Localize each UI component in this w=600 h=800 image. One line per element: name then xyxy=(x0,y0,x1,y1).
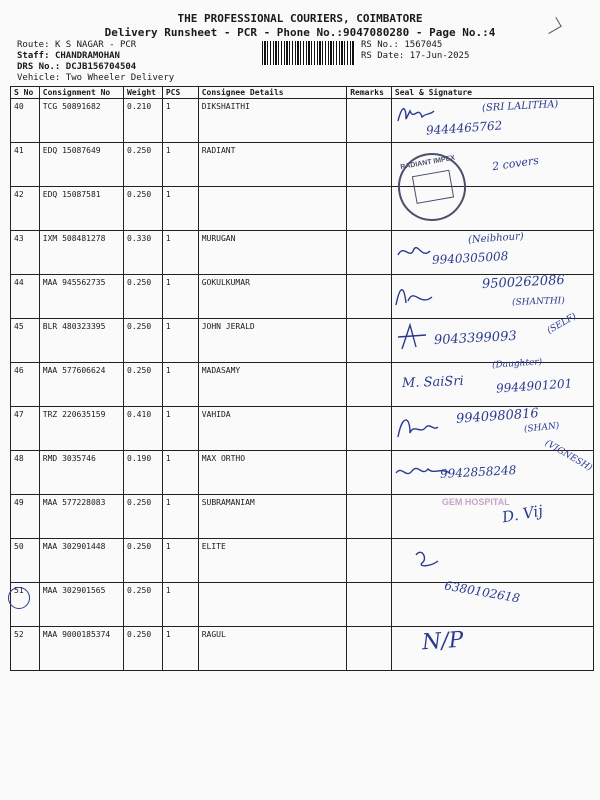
vehicle-value: Two Wheeler Delivery xyxy=(65,73,175,83)
handwritten-phone: 9500262086 xyxy=(481,272,565,293)
barcode xyxy=(262,41,355,65)
cell-cn: EDQ 15087649 xyxy=(39,143,123,187)
signature-scribble xyxy=(394,283,434,309)
cell-weight: 0.250 xyxy=(124,583,163,627)
route-line xyxy=(17,40,136,50)
signature-scribble xyxy=(396,103,436,125)
cell-cn: MAA 302901448 xyxy=(39,539,123,583)
cell-weight: 0.250 xyxy=(124,539,163,583)
cell-remarks xyxy=(347,275,392,319)
cell-cn: IXM 508481278 xyxy=(39,231,123,275)
cell-consignee: MURUGAN xyxy=(198,231,346,275)
cell-consignee: DIKSHAITHI xyxy=(198,99,346,143)
handwritten-phone: 9444465762 xyxy=(425,118,503,138)
cell-signature xyxy=(391,187,593,231)
cell-sno: 47 xyxy=(11,407,40,451)
cell-weight: 0.250 xyxy=(124,187,163,231)
col-weight: Weight xyxy=(124,87,163,99)
handwritten-name: (SELF) xyxy=(545,311,579,337)
cell-sno: 48 xyxy=(11,451,40,495)
handwritten-name: (SRI LALITHA) xyxy=(481,99,559,114)
table-row xyxy=(11,363,594,407)
cell-cn: EDQ 15087581 xyxy=(39,187,123,231)
cell-cn: MAA 945562735 xyxy=(39,275,123,319)
cell-signature xyxy=(391,578,593,627)
cell-remarks xyxy=(347,627,392,671)
cell-remarks xyxy=(347,583,392,627)
handwritten-name: (VIGNESH) xyxy=(542,438,594,474)
cell-remarks xyxy=(347,187,392,231)
cell-consignee: RADIANT xyxy=(198,143,346,187)
cell-consignee: MAX ORTHO xyxy=(198,451,346,495)
handwritten-phone: 9940980816 xyxy=(455,406,540,427)
signature-scribble xyxy=(412,545,442,569)
handwritten-signature: M. SaiSri xyxy=(401,373,464,392)
cell-pcs: 1 xyxy=(162,319,198,363)
handwritten-phone: 9944901201 xyxy=(495,376,573,396)
cell-sno: 41 xyxy=(11,143,40,187)
signature-scribble xyxy=(394,413,440,439)
handwritten-name: (Neibhour) xyxy=(467,231,524,246)
cell-signature xyxy=(391,311,593,363)
cell-pcs: 1 xyxy=(162,451,198,495)
cell-remarks xyxy=(347,143,392,187)
cell-remarks xyxy=(347,231,392,275)
cell-remarks xyxy=(347,451,392,495)
cell-sno: 51 xyxy=(11,583,40,627)
cell-pcs: 1 xyxy=(162,363,198,407)
cell-pcs: 1 xyxy=(162,583,198,627)
table-row xyxy=(11,495,594,539)
cell-cn: TRZ 220635159 xyxy=(39,407,123,451)
handwritten-phone: 6380102618 xyxy=(443,578,521,606)
cell-cn: RMD 3035746 xyxy=(39,451,123,495)
table-row xyxy=(11,231,594,275)
cell-cn: MAA 302901565 xyxy=(39,583,123,627)
col-signature: Seal & Signature xyxy=(391,87,593,99)
row-52-circle-mark xyxy=(8,587,30,609)
cell-remarks xyxy=(347,539,392,583)
handwritten-name: (SHANTHI) xyxy=(511,296,565,308)
signature-scribble xyxy=(396,323,430,351)
cell-sno: 45 xyxy=(11,319,40,363)
drs-line xyxy=(17,62,136,72)
cell-signature xyxy=(391,495,593,539)
cell-weight: 0.250 xyxy=(124,627,163,671)
rs-date-line xyxy=(361,51,469,61)
table-row xyxy=(11,583,594,627)
cell-consignee xyxy=(198,583,346,627)
rs-date-value: 17-Jun-2025 xyxy=(409,51,470,61)
cell-signature xyxy=(391,438,594,495)
cell-consignee: SUBRAMANIAM xyxy=(198,495,346,539)
route-value: K S NAGAR - PCR xyxy=(54,40,137,50)
cell-pcs: 1 xyxy=(162,143,198,187)
company-title: THE PROFESSIONAL COURIERS, COIMBATORE xyxy=(177,12,423,25)
handwritten-note: 2 covers xyxy=(491,153,540,174)
cell-cn: TCG 50891682 xyxy=(39,99,123,143)
cell-pcs: 1 xyxy=(162,231,198,275)
cell-pcs: 1 xyxy=(162,275,198,319)
stamp-text: RADIANT IMPEX xyxy=(399,154,456,172)
cell-cn: MAA 577228083 xyxy=(39,495,123,539)
table-header-row xyxy=(11,87,594,99)
cell-weight: 0.210 xyxy=(124,99,163,143)
cell-weight: 0.410 xyxy=(124,407,163,451)
cell-pcs: 1 xyxy=(162,539,198,583)
cell-consignee: MADASAMY xyxy=(198,363,346,407)
vehicle-line xyxy=(17,73,174,83)
cell-remarks xyxy=(347,407,392,451)
runsheet-subtitle: Delivery Runsheet - PCR - Phone No.:9047080280 - Page No.:4 xyxy=(104,26,496,39)
cell-remarks xyxy=(347,495,392,539)
cell-pcs: 1 xyxy=(162,187,198,231)
cell-pcs: 1 xyxy=(162,495,198,539)
rs-date-label: RS Date: xyxy=(361,51,405,61)
cell-signature xyxy=(391,143,593,187)
col-remarks: Remarks xyxy=(347,87,392,99)
cell-weight: 0.250 xyxy=(124,319,163,363)
table-row xyxy=(11,451,594,495)
handwritten-relation: (Daughter) xyxy=(491,357,543,371)
handwritten-phone: 9940305008 xyxy=(431,249,509,267)
cell-sno: 49 xyxy=(11,495,40,539)
cell-consignee: VAHIDA xyxy=(198,407,346,451)
handwritten-phone: 9043399093 xyxy=(433,328,517,349)
drs-label: DRS No.: xyxy=(17,62,61,72)
route-label: Route: xyxy=(17,40,50,50)
table-row xyxy=(11,319,594,363)
cell-sno: 52 xyxy=(11,627,40,671)
table-row xyxy=(11,539,594,583)
cell-remarks xyxy=(347,99,392,143)
rs-no-line xyxy=(361,40,442,50)
staff-line xyxy=(17,51,120,61)
cell-pcs: 1 xyxy=(162,407,198,451)
cell-consignee: JOHN JERALD xyxy=(198,319,346,363)
rs-no-value: 1567045 xyxy=(404,40,443,50)
cell-cn: MAA 9000185374 xyxy=(39,627,123,671)
cell-weight: 0.250 xyxy=(124,275,163,319)
vehicle-label: Vehicle: xyxy=(17,73,61,83)
staff-value: CHANDRAMOHAN xyxy=(54,51,120,61)
cell-consignee: GOKULKUMAR xyxy=(198,275,346,319)
col-consignment: Consignment No xyxy=(39,87,123,99)
cell-consignee: RAGUL xyxy=(198,627,346,671)
cell-cn: MAA 577606624 xyxy=(39,363,123,407)
cell-consignee xyxy=(198,187,346,231)
cell-weight: 0.330 xyxy=(124,231,163,275)
cell-sno: 44 xyxy=(11,275,40,319)
cell-signature xyxy=(391,231,593,275)
drs-value: DCJB156704504 xyxy=(65,62,137,72)
cell-weight: 0.250 xyxy=(124,495,163,539)
signature-scribble xyxy=(396,241,432,261)
cell-remarks xyxy=(347,319,392,363)
cell-signature xyxy=(391,357,593,407)
handwritten-phone: 9942858248 xyxy=(439,463,517,481)
col-consignee: Consignee Details xyxy=(198,87,346,99)
table-row xyxy=(11,187,594,231)
cell-consignee: ELITE xyxy=(198,539,346,583)
cell-signature xyxy=(391,539,593,583)
cell-pcs: 1 xyxy=(162,99,198,143)
cell-sno: 46 xyxy=(11,363,40,407)
cell-signature xyxy=(391,272,593,319)
cell-sno: 50 xyxy=(11,539,40,583)
col-sno: S No xyxy=(11,87,40,99)
cell-sno: 43 xyxy=(11,231,40,275)
cell-remarks xyxy=(347,363,392,407)
cell-cn: BLR 480323395 xyxy=(39,319,123,363)
table-row xyxy=(11,627,594,671)
rs-no-label: RS No.: xyxy=(361,40,399,50)
hospital-stamp: GEM HOSPITAL xyxy=(441,497,510,507)
table-row xyxy=(11,407,594,451)
table-row xyxy=(11,143,594,187)
cell-signature xyxy=(391,407,593,451)
cell-weight: 0.250 xyxy=(124,143,163,187)
cell-weight: 0.250 xyxy=(124,363,163,407)
col-pcs: PCS xyxy=(162,87,198,99)
staff-label: Staff: xyxy=(17,51,50,61)
cell-signature xyxy=(391,627,593,671)
cell-sno: 40 xyxy=(11,99,40,143)
cell-sno: 42 xyxy=(11,187,40,231)
handwritten-name: (SHAN) xyxy=(523,421,560,435)
cell-weight: 0.190 xyxy=(124,451,163,495)
cell-pcs: 1 xyxy=(162,627,198,671)
table-row xyxy=(11,275,594,319)
handwritten-signature: D. Vij xyxy=(500,501,545,527)
table-row xyxy=(11,99,594,143)
runsheet-table xyxy=(10,86,594,671)
handwritten-note: N/P xyxy=(421,627,465,656)
